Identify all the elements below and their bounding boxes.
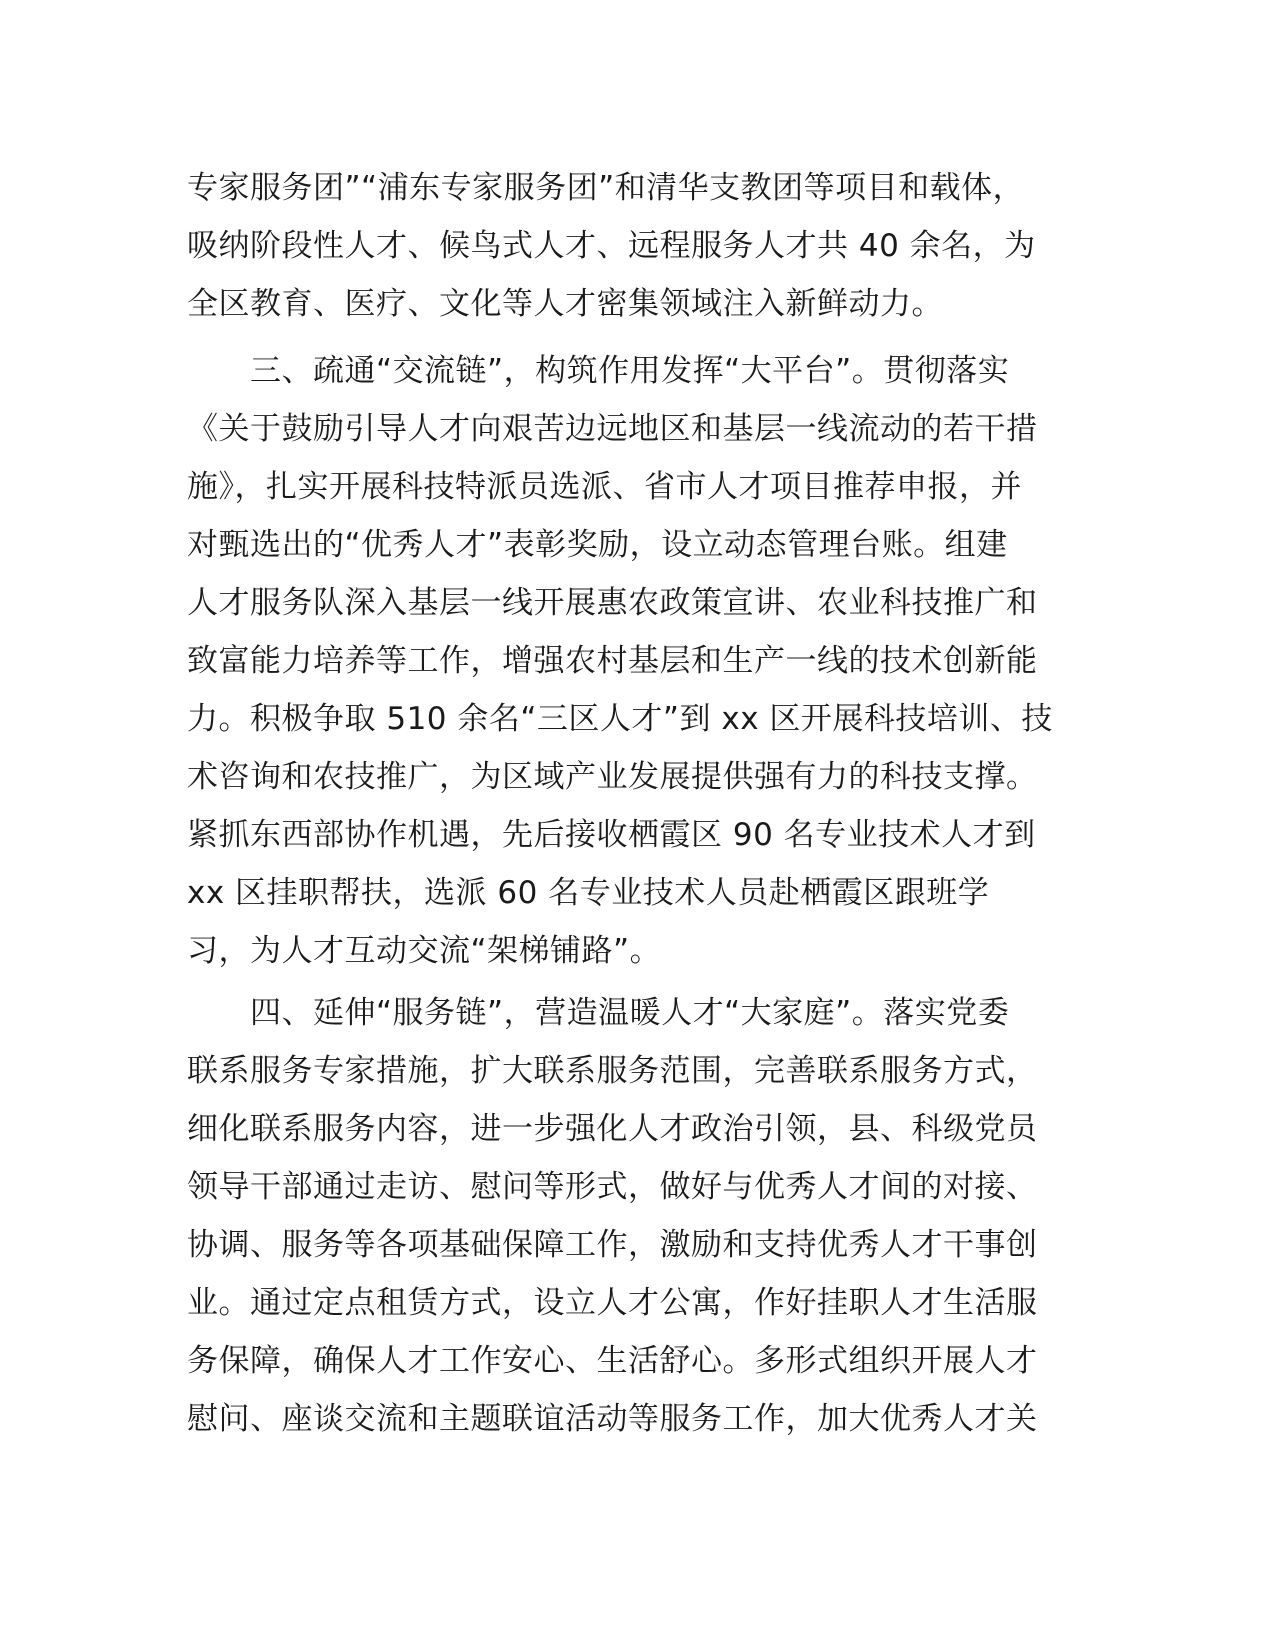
text-line: 施》，扎实开展科技特派员选派、省市人才项目推荐申报，并: [187, 469, 1022, 505]
text-line: 协调、服务等各项基础保障工作，激励和支持优秀人才干事创: [187, 1227, 1038, 1263]
text-line: xx 区挂职帮扶，选派 60 名专业技术人员赴栖霞区跟班学: [187, 875, 990, 911]
paragraph-talent-absorption: [187, 159, 1087, 333]
text-line: 领导干部通过走访、慰问等形式，做好与优秀人才间的对接、: [187, 1169, 1038, 1205]
text-line: 慰问、座谈交流和主题联谊活动等服务工作，加大优秀人才关: [187, 1401, 1038, 1437]
text-line: 全区教育、医疗、文化等人才密集领域注入新鲜动力。: [187, 286, 943, 322]
text-line: 吸纳阶段性人才、候鸟式人才、远程服务人才共 40 余名，为: [187, 228, 1036, 264]
text-line: 三、疏通“交流链”，构筑作用发挥“大平台”。贯彻落实: [187, 353, 1010, 389]
text-line: 专家服务团”“浦东专家服务团”和清华支教团等项目和载体，: [187, 170, 1025, 206]
text-line: 细化联系服务内容，进一步强化人才政治引领，县、科级党员: [187, 1111, 1038, 1147]
text-line: 务保障，确保人才工作安心、生活舒心。多形式组织开展人才: [187, 1343, 1038, 1379]
paragraph-section-three: [187, 342, 1087, 980]
text-line: 业。通过定点租赁方式，设立人才公寓，作好挂职人才生活服: [187, 1285, 1038, 1321]
text-line: 人才服务队深入基层一线开展惠农政策宣讲、农业科技推广和: [187, 585, 1038, 621]
paragraph-section-four: [187, 984, 1087, 1448]
text-line: 《关于鼓励引导人才向艰苦边远地区和基层一线流动的若干措: [187, 411, 1038, 447]
text-line: 力。积极争取 510 余名“三区人才”到 xx 区开展科技培训、技: [187, 701, 1053, 737]
text-line: 对甄选出的“优秀人才”表彰奖励，设立动态管理台账。组建: [187, 527, 1008, 563]
text-line: 术咨询和农技推广，为区域产业发展提供强有力的科技支撑。: [187, 759, 1038, 795]
text-line: 致富能力培养等工作，增强农村基层和生产一线的技术创新能: [187, 643, 1038, 679]
text-line: 习，为人才互动交流“架梯铺路”。: [187, 933, 662, 969]
text-line: 联系服务专家措施，扩大联系服务范围，完善联系服务方式，: [187, 1053, 1038, 1089]
text-line: 紧抓东西部协作机遇，先后接收栖霞区 90 名专业技术人才到: [187, 817, 1036, 853]
text-line: 四、延伸“服务链”，营造温暖人才“大家庭”。落实党委: [187, 995, 1010, 1031]
